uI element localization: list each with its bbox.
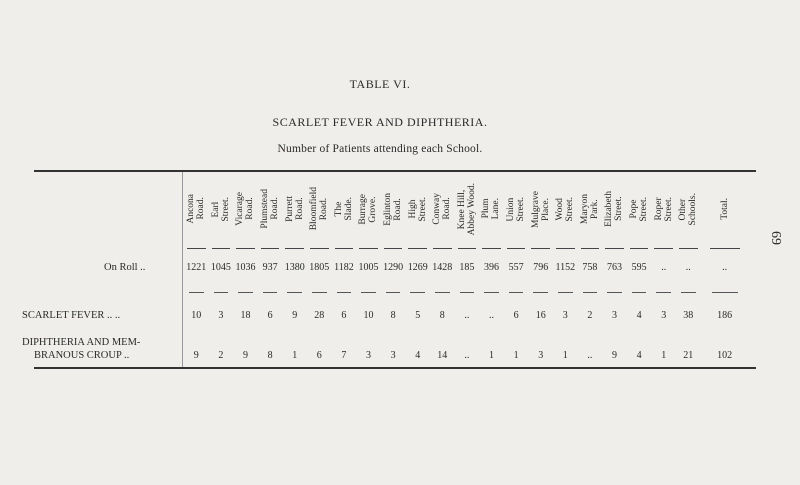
- column-header: [455, 175, 480, 243]
- column-header-label: Pope Street.: [629, 196, 650, 222]
- table-cell: 8: [439, 310, 445, 321]
- table-title: TABLE VI.: [349, 77, 411, 91]
- table-cell: 1182: [334, 262, 354, 273]
- table-cell: 595: [631, 262, 647, 273]
- column-header-label: Mulgrave Place.: [530, 190, 551, 228]
- column-header: [430, 175, 455, 243]
- row-divider-dash: [656, 292, 671, 293]
- row-divider-dash: [607, 292, 622, 293]
- row-divider-dash: [460, 292, 475, 293]
- header-underline: [261, 248, 280, 249]
- column-header-label: Ancona Road.: [186, 194, 207, 224]
- table-cell: 1380: [284, 262, 305, 273]
- row-label: On Roll ..: [104, 262, 146, 273]
- table-cell: 6: [267, 310, 273, 321]
- column-header: [504, 175, 529, 243]
- header-underline: [384, 248, 403, 249]
- table-cell: 1: [661, 350, 667, 361]
- table-cell: 9: [611, 350, 617, 361]
- row-divider-dash: [312, 292, 327, 293]
- table-cell: 9: [242, 350, 248, 361]
- row-divider-dash: [681, 292, 696, 293]
- row-divider-dash: [361, 292, 376, 293]
- column-header-label: Plumstead Road.: [260, 189, 281, 229]
- table-cell: 3: [390, 350, 396, 361]
- table-cell: ..: [685, 262, 691, 273]
- column-header-label: Elizabeth Street.: [604, 191, 625, 227]
- table-cell: 937: [262, 262, 278, 273]
- header-underline: [710, 248, 740, 249]
- table-cell: 2: [587, 310, 593, 321]
- table-cell: 758: [582, 262, 598, 273]
- column-header-label: Other Schools.: [678, 192, 699, 226]
- table-cell: 2: [218, 350, 224, 361]
- header-underline: [359, 248, 378, 249]
- table-cell: 1005: [358, 262, 379, 273]
- table-cell: 1269: [407, 262, 428, 273]
- table-subtitle: SCARLET FEVER AND DIPHTHERIA.: [272, 115, 488, 129]
- top-rule: [34, 170, 756, 172]
- column-header-label: Vicarage Road.: [235, 192, 256, 226]
- table-cell: 1428: [432, 262, 453, 273]
- column-header: [184, 175, 209, 243]
- column-header: [553, 175, 578, 243]
- column-header: [332, 175, 357, 243]
- table-cell: 38: [683, 310, 694, 321]
- table-cell: 1152: [555, 262, 576, 273]
- column-header: [479, 175, 504, 243]
- table-cell: 21: [683, 350, 694, 361]
- table-cell: 1805: [309, 262, 330, 273]
- header-underline: [482, 248, 501, 249]
- table-cell: 186: [717, 310, 733, 321]
- row-label: BRANOUS CROUP ..: [34, 350, 130, 361]
- table-caption: Number of Patients attending each School.: [277, 143, 483, 155]
- column-header: [307, 175, 332, 243]
- header-underline: [285, 248, 304, 249]
- column-header-label: Burrage Grove.: [358, 193, 379, 225]
- table-cell: 3: [365, 350, 371, 361]
- column-header: [233, 175, 258, 243]
- table-cell: ..: [722, 262, 728, 273]
- table-cell: 102: [717, 350, 733, 361]
- row-divider-dash: [533, 292, 548, 293]
- column-header-label: Plum Lane.: [481, 198, 502, 220]
- header-underline: [630, 248, 649, 249]
- row-divider-dash: [410, 292, 425, 293]
- table-cell: ..: [464, 310, 470, 321]
- table-cell: ..: [587, 350, 593, 361]
- row-divider-dash: [712, 292, 738, 293]
- column-header: [258, 175, 283, 243]
- header-underline: [310, 248, 329, 249]
- column-header: [627, 175, 652, 243]
- row-divider-dash: [337, 292, 352, 293]
- table-cell: ..: [464, 350, 470, 361]
- header-underline: [654, 248, 673, 249]
- header-underline: [556, 248, 575, 249]
- row-divider-dash: [386, 292, 401, 293]
- table-cell: 4: [636, 310, 642, 321]
- table-cell: 8: [267, 350, 273, 361]
- column-header-label: High Street.: [407, 196, 428, 222]
- table-cell: 4: [636, 350, 642, 361]
- row-divider-dash: [509, 292, 524, 293]
- table-cell: 3: [611, 310, 617, 321]
- table-cell: ..: [661, 262, 667, 273]
- table-cell: 8: [390, 310, 396, 321]
- header-underline: [531, 248, 550, 249]
- row-divider-dash: [484, 292, 499, 293]
- column-header-label: Knee Hill, Abbey Wood.: [456, 182, 477, 236]
- table-cell: 1290: [383, 262, 404, 273]
- column-header-label: Roper Street.: [653, 196, 674, 222]
- table-cell: 6: [513, 310, 519, 321]
- table-cell: 4: [415, 350, 421, 361]
- table-cell: 796: [533, 262, 549, 273]
- table-cell: 1045: [210, 262, 231, 273]
- table-cell: 3: [218, 310, 224, 321]
- row-label: DIPHTHERIA AND MEM-: [22, 337, 141, 348]
- table-cell: 396: [483, 262, 499, 273]
- column-header: [602, 175, 627, 243]
- table-cell: 6: [316, 350, 322, 361]
- row-divider-dash: [189, 292, 204, 293]
- table-cell: 18: [240, 310, 251, 321]
- column-header-label: Bloomfield Road.: [309, 187, 330, 231]
- column-header-label: Purrett Road.: [284, 196, 305, 222]
- column-header: [405, 175, 430, 243]
- table-cell: 9: [292, 310, 298, 321]
- table-cell: 185: [459, 262, 475, 273]
- table-cell: 14: [437, 350, 448, 361]
- header-underline: [408, 248, 427, 249]
- column-header-label: The Slade.: [333, 197, 354, 221]
- table-cell: 1221: [186, 262, 207, 273]
- row-label: SCARLET FEVER .. ..: [22, 310, 121, 321]
- table-cell: 5: [415, 310, 421, 321]
- table-cell: 1: [513, 350, 519, 361]
- table-cell: 1036: [235, 262, 256, 273]
- column-header-label: Total.: [719, 198, 730, 220]
- column-header: [528, 175, 553, 243]
- table-cell: 763: [606, 262, 622, 273]
- column-header-label: Conway Road.: [432, 193, 453, 225]
- table-cell: 1: [562, 350, 568, 361]
- row-divider-dash: [632, 292, 647, 293]
- bottom-rule: [34, 367, 756, 369]
- table-cell: 3: [661, 310, 667, 321]
- header-underline: [581, 248, 600, 249]
- row-divider-dash: [558, 292, 573, 293]
- header-underline: [433, 248, 452, 249]
- table-cell: 7: [341, 350, 347, 361]
- table-cell: 6: [341, 310, 347, 321]
- header-underline: [679, 248, 698, 249]
- header-underline: [236, 248, 255, 249]
- column-header-label: Maryon Park.: [579, 193, 600, 225]
- column-header-label: Earl Street.: [210, 196, 231, 222]
- row-divider-dash: [583, 292, 598, 293]
- column-header-label: Wood Street.: [555, 196, 576, 222]
- column-header: [707, 175, 743, 243]
- column-header: [282, 175, 307, 243]
- column-header: [209, 175, 234, 243]
- column-header-label: Union Street.: [506, 196, 527, 222]
- row-divider-dash: [214, 292, 229, 293]
- row-divider-dash: [287, 292, 302, 293]
- header-underline: [507, 248, 526, 249]
- table-cell: 557: [508, 262, 524, 273]
- table-cell: 10: [363, 310, 374, 321]
- column-header: [578, 175, 603, 243]
- header-underline: [458, 248, 477, 249]
- page-number: 69: [768, 231, 783, 245]
- header-underline: [605, 248, 624, 249]
- label-column-separator: [182, 172, 183, 367]
- table-cell: 10: [191, 310, 202, 321]
- column-header: [651, 175, 676, 243]
- row-divider-dash: [238, 292, 253, 293]
- row-divider-dash: [263, 292, 278, 293]
- header-underline: [187, 248, 206, 249]
- column-header-label: Eglinton Road.: [383, 192, 404, 226]
- table-cell: 28: [314, 310, 325, 321]
- column-header: [676, 175, 701, 243]
- table-cell: 16: [535, 310, 546, 321]
- column-header: [381, 175, 406, 243]
- column-header: [356, 175, 381, 243]
- row-divider-dash: [435, 292, 450, 293]
- table-cell: 3: [538, 350, 544, 361]
- table-cell: 9: [193, 350, 199, 361]
- table-cell: ..: [488, 310, 494, 321]
- table-cell: 1: [488, 350, 494, 361]
- table-cell: 1: [292, 350, 298, 361]
- header-underline: [212, 248, 231, 249]
- table-cell: 3: [562, 310, 568, 321]
- header-underline: [335, 248, 354, 249]
